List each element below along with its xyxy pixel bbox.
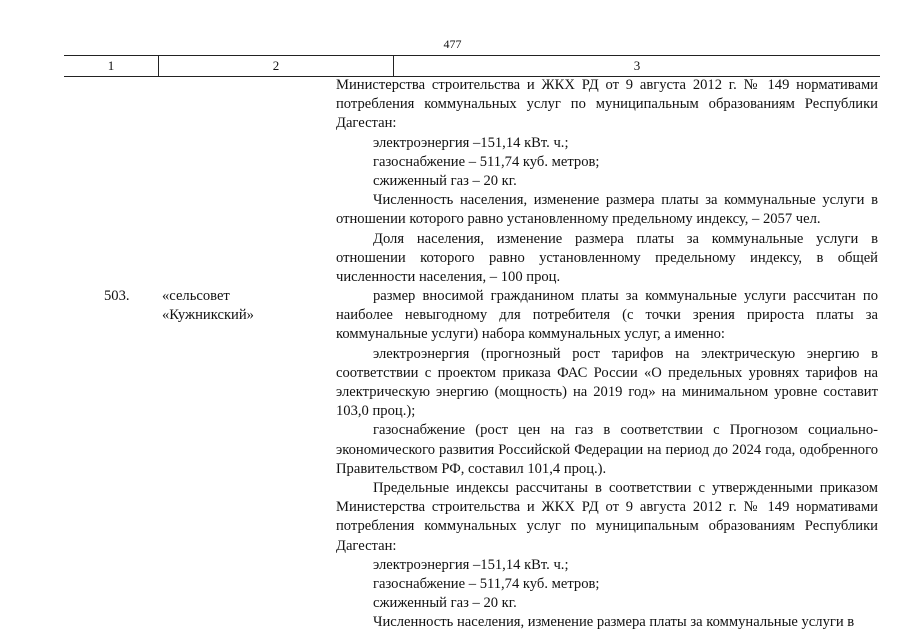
continuation-list-item: газоснабжение – 511,74 куб. метров;: [373, 153, 600, 170]
entry-paragraph: Численность населения, изменение размера платы за коммунальные услуги в: [373, 614, 855, 631]
entry-name-line: «Кужникский»: [162, 307, 254, 324]
continuation-paragraph: Доля населения, изменение размера платы за коммунальные услуги в отношении которого равно установленному предельному индексу, в общей численности населения, – 100 проц.: [336, 230, 878, 286]
continuation-list-item: электроэнергия –151,14 кВт. ч.;: [373, 134, 569, 151]
continuation-paragraph: Министерства строительства и ЖКХ РД от 9 августа 2012 г. № 149 нормативами потребления коммунальных услуг по муниципальным образованиям Республики Дагестан:: [336, 77, 878, 132]
continuation-list-item: сжиженный газ – 20 кг.: [373, 173, 517, 190]
table-header-col2: 2: [159, 56, 394, 76]
entry-description: [336, 287, 878, 633]
entry-list-item: сжиженный газ – 20 кг.: [373, 595, 517, 612]
continuation-paragraph: Численность населения, изменение размера платы за коммунальные услуги в отношении которого равно установленному предельному индексу, – 2057 чел.: [336, 192, 878, 228]
entry-paragraph: электроэнергия (прогнозный рост тарифов на электрическую энергию в соответствии с проектом приказа ФАС России «О предельных уровнях тарифов на электрическую энергию (мощность) на 2019 год» на минимальном уровне составит 103,0 проц.);: [336, 345, 878, 420]
entry-paragraph: размер вносимой гражданином платы за коммунальные услуги рассчитан по наиболее невыгодному для потребителя (с точки зрения прироста платы за коммунальные услуги) набора коммунальных услуг, а именно:: [336, 288, 878, 343]
continuation-block: [336, 76, 878, 287]
entry-number: 503.: [104, 288, 130, 304]
entry-paragraph: Предельные индексы рассчитаны в соответствии с утвержденными приказом Министерства строительства и ЖКХ РД от 9 августа 2012 г. № 149 нормативами потребления коммунальных услуг по муниципальным образованиям Республики Дагестан:: [336, 480, 878, 554]
entry-paragraph: газоснабжение (рост цен на газ в соответствии с Прогнозом социально-экономического развития Российской Федерации на период до 2024 года, одобренного Правительством РФ, составил 101,4 проц.).: [336, 422, 878, 477]
entry-list-item: электроэнергия –151,14 кВт. ч.;: [373, 556, 569, 573]
table-header-col1: 1: [64, 56, 159, 76]
page-number: 477: [443, 37, 462, 51]
entry-name: [162, 287, 254, 325]
entry-name-line: «сельсовет: [162, 288, 230, 304]
table-header-row: [64, 55, 880, 77]
table-header-col3: 3: [633, 58, 641, 73]
entry-list-item: газоснабжение – 511,74 куб. метров;: [373, 576, 600, 593]
